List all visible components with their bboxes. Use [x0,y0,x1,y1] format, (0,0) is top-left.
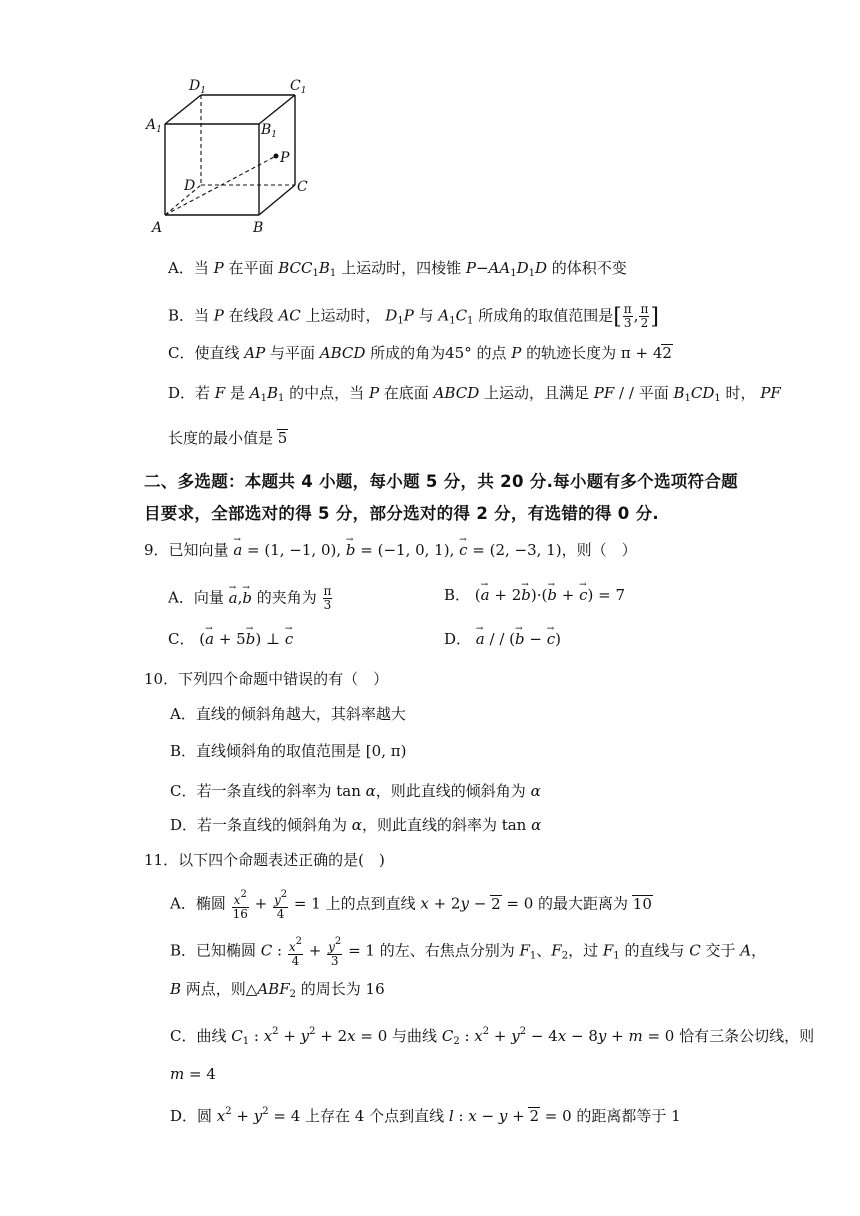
q11-option-c-cont: m = 4 [170,1065,216,1083]
q11-option-b: B．已知椭圆 C : $\frac{x^2}{4}$ + $\frac{y^2}{3}$ = 1 的左、右焦点分别为 $F_1$、$F_2$，过 $F_1$ 的直线与 C 交于 A， [170,936,767,968]
label-C1: $C_1$ [290,78,307,96]
q11-option-b-cont: B 两点，则$\triangle ABF_2$ 的周长为 16 [170,980,385,1000]
q9-option-b: B． (→ a + 2→ b)·(→ b + → c) = 7 [444,585,625,605]
section-heading-line2: 目要求，全部选对的得 5 分，部分选对的得 2 分，有选错的得 0 分. [144,504,659,523]
q10-option-a: A．直线的倾斜角越大，其斜率越大 [170,705,406,723]
q8-option-b: B．当 P 在线段 AC 上运动时， $D_1P$ 与 $A_1C_1$ 所成角的取值范围是[ $\frac{\pi}{3}$ , $\frac{\pi}{2}$ ] [168,302,659,330]
q9-option-d: D． → a / / (→ b − → c) [444,629,561,649]
label-D: D [184,178,196,194]
q10-option-b: B．直线倾斜角的取值范围是 [0, π) [170,742,407,760]
label-D1: $D_1$ [189,78,206,96]
q10-option-d: D．若一条直线的倾斜角为 α，则此直线的斜率为 tan α [170,816,542,834]
label-C: C [297,179,308,195]
label-B1: $B_1$ [261,122,278,140]
q8-option-a: A．当 P 在平面 $BCC_1B_1$ 上运动时，四棱锥 $P-AA_1D_1D$ 的体积不变 [168,259,627,279]
cube-figure [140,70,320,240]
section-heading-line1: 二、多选题：本题共 4 小题，每小题 5 分，共 20 分.每小题有多个选项符合题 [144,472,738,491]
q9-stem: 9．已知向量 → a = (1, −1, 0), → b = (−1, 0, 1), → c = (2, −3, 1)，则（ ） [144,540,637,560]
label-B: B [253,220,264,236]
q10-stem: 10．下列四个命题中错误的有（ ） [144,670,389,688]
label-A: A [152,220,163,236]
q8-option-d-cont: 长度的最小值是 5 [168,429,288,447]
q9-option-c: C． (→ a + 5→ b) ⊥ → c [168,629,293,649]
q10-option-c: C．若一条直线的斜率为 tan α，则此直线的倾斜角为 α [170,782,541,800]
q8-option-d: D．若 F 是 $A_1B_1$ 的中点，当 P 在底面 ABCD 上运动，且满足 PF / / 平面 $B_1CD_1$ 时， PF [168,384,781,404]
q11-option-c: C．曲线 $C_1$ : $x^2 + y^2 + 2x = 0$ 与曲线 $C_2$ : $x^2 + y^2 - 4x - 8y + m = 0$ 恰有三条公切线，则 [170,1026,815,1047]
q11-option-d: D．圆 $x^2 + y^2 = 4$ 上存在 4 个点到直线 l : x − y + 2 = 0 的距离都等于 1 [170,1106,681,1125]
label-A1: $A_1$ [146,117,162,135]
label-P: P [280,150,290,166]
q9-option-a: A．向量 → a,→ b 的夹角为 $\frac{\pi}{3}$ [168,585,333,612]
q11-option-a: A．椭圆 $\frac{x^2}{16}$ + $\frac{y^2}{4}$ = 1 上的点到直线 x + 2y − 2 = 0 的最大距离为 10 [170,889,652,921]
q11-stem: 11．以下四个命题表述正确的是( ) [144,851,385,869]
q8-option-c: C．使直线 AP 与平面 ABCD 所成的角为45° 的点 P 的轨迹长度为 π + 42 [168,344,672,362]
